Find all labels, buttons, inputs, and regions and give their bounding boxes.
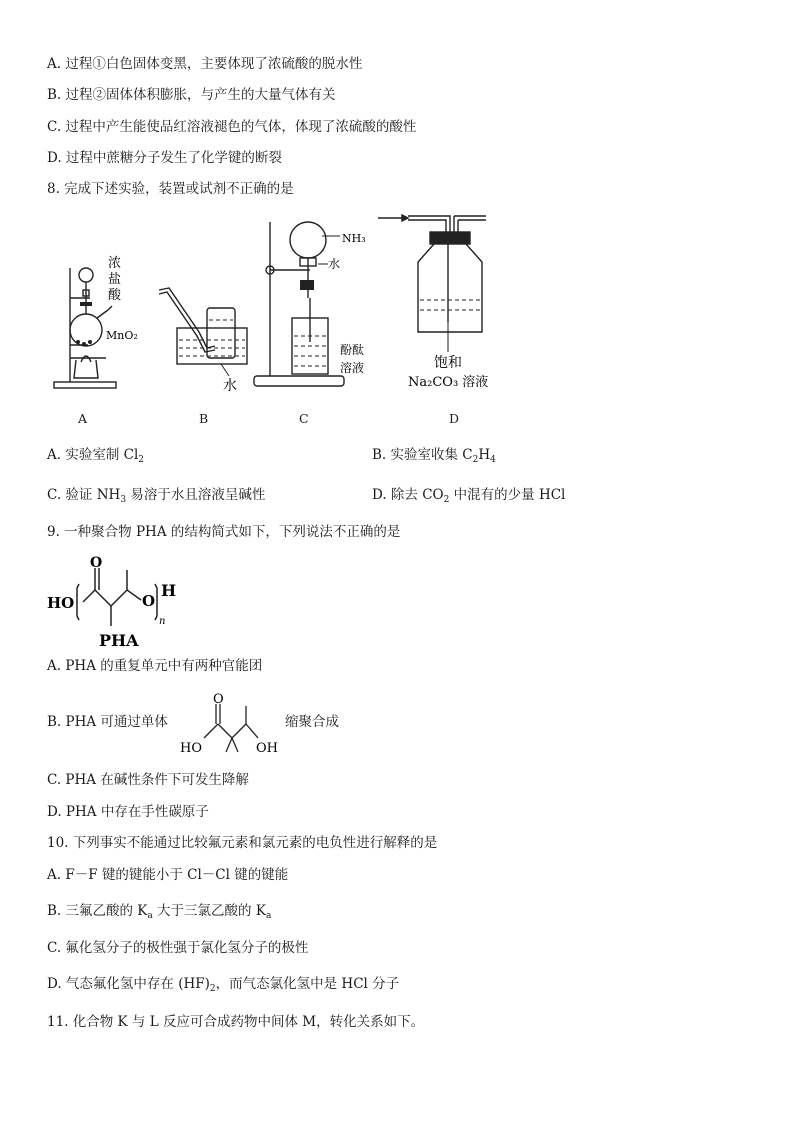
pha-ho-label: HO <box>47 594 75 612</box>
pha-name: PHA <box>99 631 139 650</box>
pha-structure-figure <box>45 552 195 652</box>
fig-c-label: C <box>299 411 309 426</box>
q9-stem: 9. 一种聚合物 PHA 的结构简式如下，下列说法不正确的是 <box>47 524 401 540</box>
apparatus-b-figure <box>155 280 255 395</box>
fig-d-solution-line1: 饱和 <box>434 355 462 371</box>
q11-stem: 11. 化合物 K 与 L 反应可合成药物中间体 M，转化关系如下。 <box>47 1014 425 1030</box>
q10-option-b: B. 三氟乙酸的 $K_a$ 大于三氯乙酸的 $K_a$ <box>47 903 272 921</box>
pha-end-h: H <box>161 581 177 600</box>
monomer-oh-label: OH <box>256 741 278 756</box>
q7-option-c: C. 过程中产生能使品红溶液褪色的气体，体现了浓硫酸的酸性 <box>47 119 417 135</box>
pha-ester-o: O <box>142 592 156 610</box>
apparatus-c-figure <box>250 218 370 395</box>
q8-option-c: C. 验证 $NH_3$ 易溶于水且溶液呈碱性 <box>47 487 266 505</box>
monomer-carbonyl-o: O <box>213 692 224 707</box>
pha-carbonyl-o: O <box>90 555 103 571</box>
q9-option-b-prefix: B. PHA 可通过单体 <box>47 714 168 730</box>
pha-repeat-n: n <box>159 616 166 627</box>
q7-option-d: D. 过程中蔗糖分子发生了化学键的断裂 <box>47 150 282 166</box>
fig-d-label: D <box>449 411 460 426</box>
monomer-structure-figure <box>178 690 288 760</box>
apparatus-a-figure <box>48 250 158 395</box>
q9-option-c: C. PHA 在碱性条件下可发生降解 <box>47 772 249 788</box>
fig-c-solution-line1: 酚酞 <box>340 343 365 357</box>
fig-a-reagent: MnO₂ <box>106 329 138 342</box>
q10-option-c: C. 氟化氢分子的极性强于氯化氢分子的极性 <box>47 940 309 956</box>
q10-option-a: A. F－F 键的键能小于 Cl－Cl 键的键能 <box>47 867 289 883</box>
q7-option-a: A. 过程①白色固体变黑，主要体现了浓硫酸的脱水性 <box>47 56 363 72</box>
fig-c-gas-label: NH₃ <box>342 232 366 245</box>
fig-a-acid-char2: 盐 <box>108 272 122 287</box>
q9-option-a: A. PHA 的重复单元中有两种官能团 <box>47 658 263 674</box>
monomer-ho-label: HO <box>180 741 202 756</box>
fig-a-label: A <box>78 411 88 426</box>
fig-b-label: B <box>199 411 209 426</box>
fig-a-acid-char1: 浓 <box>108 256 122 271</box>
q10-option-d: D. 气态氟化氢中存在 $(HF)_2$，而气态氯化氢中是 HCl 分子 <box>47 976 400 994</box>
q9-option-b-suffix: 缩聚合成 <box>285 714 339 730</box>
q9-option-d: D. PHA 中存在手性碳原子 <box>47 804 209 820</box>
q8-stem: 8. 完成下述实验，装置或试剂不正确的是 <box>47 181 294 197</box>
apparatus-d-figure <box>378 210 508 395</box>
fig-c-solution-line2: 溶液 <box>340 361 365 375</box>
q8-option-b: B. 实验室收集 $C_2H_4$ <box>372 447 496 465</box>
q10-stem: 10. 下列事实不能通过比较氟元素和氯元素的电负性进行解释的是 <box>47 835 438 851</box>
q7-option-b: B. 过程②固体体积膨胀，与产生的大量气体有关 <box>47 87 336 103</box>
fig-d-solution-line2: Na₂CO₃ 溶液 <box>408 375 489 390</box>
fig-a-acid-char3: 酸 <box>108 288 122 303</box>
fig-c-water-label: 水 <box>328 257 341 271</box>
q8-option-d: D. 除去 $CO_2$ 中混有的少量 HCl <box>372 487 566 505</box>
q8-option-a: A. 实验室制 $Cl_2$ <box>47 447 145 465</box>
fig-b-water-label: 水 <box>223 378 237 394</box>
